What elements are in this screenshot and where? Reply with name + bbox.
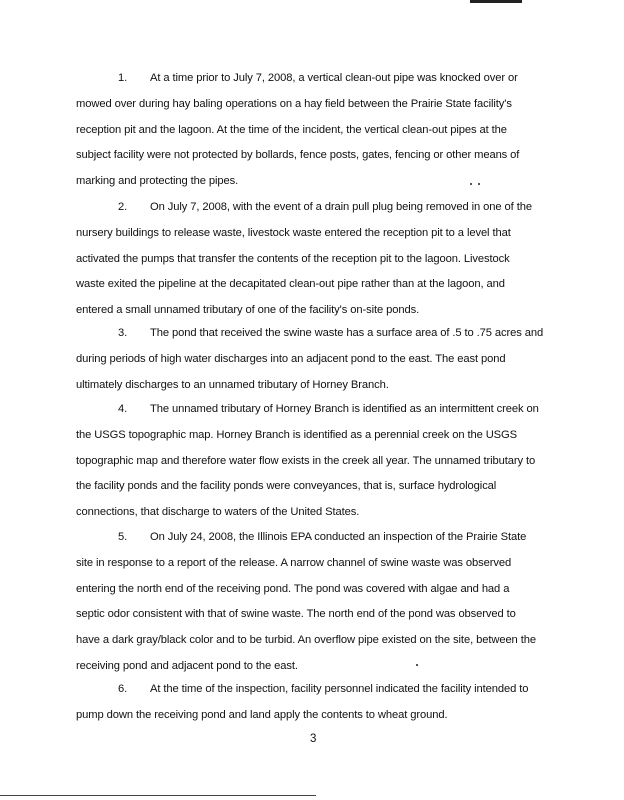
paragraph-6 [76, 677, 556, 729]
scan-speck [478, 183, 480, 185]
paragraph-line: septic odor consistent with that of swine waste. The north end of the pond was observed to [76, 608, 516, 621]
paragraph-line: during periods of high water discharges into an adjacent pond to the east. The east pond [76, 352, 506, 365]
paragraph-line: entered a small unnamed tributary of one of the facility's on-site ponds. [76, 304, 420, 317]
paragraph-line: connections, that discharge to waters of the United States. [76, 506, 360, 519]
paragraph-line: 3. The pond that received the swine waste has a surface area of .5 to .75 acres and [76, 321, 556, 347]
paragraph-number: 4. [118, 403, 128, 415]
paragraph-line: marking and protecting the pipes. [76, 175, 239, 188]
paragraph-5 [76, 525, 556, 680]
paragraph-line: the USGS topographic map. Horney Branch is identified as a perennial creek on the USGS [76, 428, 518, 441]
paragraph-line: subject facility were not protected by bollards, fence posts, gates, fencing or other means of [76, 149, 520, 162]
paragraph-4 [76, 397, 556, 526]
paragraph-line: have a dark gray/black color and to be turbid. An overflow pipe existed on the site, between the [76, 634, 536, 647]
paragraph-line: 5. On July 24, 2008, the Illinois EPA conducted an inspection of the Prairie State [76, 525, 556, 551]
paragraph-line: 4. The unnamed tributary of Horney Branch is identified as an intermittent creek on [76, 397, 556, 423]
paragraph-line: ultimately discharges to an unnamed tributary of Horney Branch. [76, 378, 389, 391]
paragraph-number: 2. [118, 201, 128, 213]
scan-edge-mark [470, 0, 522, 3]
paragraph-line: 2. On July 7, 2008, with the event of a drain pull plug being removed in one of the [76, 195, 556, 221]
paragraph-number: 6. [118, 683, 128, 695]
paragraph-line: mowed over during hay baling operations on a hay field between the Prairie State facility's [76, 97, 512, 110]
paragraph-line: the facility ponds and the facility ponds were conveyances, that is, surface hydrological [76, 480, 497, 493]
scan-bottom-rule [0, 795, 316, 796]
scan-speck [470, 183, 472, 185]
page-number: 3 [310, 733, 317, 745]
paragraph-line: receiving pond and adjacent pond to the east. [76, 659, 298, 672]
paragraph-number: 3. [118, 327, 128, 339]
paragraph-line: waste exited the pipeline at the decapitated clean-out pipe rather than at the lagoon, and [76, 278, 505, 291]
paragraph-line: entering the north end of the receiving pond. The pond was covered with algae and had a [76, 582, 510, 595]
paragraph-line: nursery buildings to release waste, livestock waste entered the reception pit to a level that [76, 226, 511, 239]
paragraph-line: site in response to a report of the release. A narrow channel of swine waste was observed [76, 556, 512, 569]
paragraph-3 [76, 321, 556, 398]
paragraph-line: activated the pumps that transfer the contents of the reception pit to the lagoon. Livestock [76, 252, 510, 265]
scan-speck [416, 664, 418, 666]
paragraph-line: topographic map and therefore water flow exists in the creek all year. The unnamed tributary to [76, 454, 536, 467]
paragraph-number: 1. [118, 72, 128, 84]
paragraph-number: 5. [118, 531, 128, 543]
paragraph-1 [76, 66, 556, 195]
paragraph-line: reception pit and the lagoon. At the time of the incident, the vertical clean-out pipes at the [76, 123, 507, 136]
paragraph-line: 1. At a time prior to July 7, 2008, a vertical clean-out pipe was knocked over or [76, 66, 556, 92]
paragraph-line: 6. At the time of the inspection, facility personnel indicated the facility intended to [76, 677, 556, 703]
paragraph-2 [76, 195, 556, 324]
paragraph-line: pump down the receiving pond and land apply the contents to wheat ground. [76, 708, 448, 721]
